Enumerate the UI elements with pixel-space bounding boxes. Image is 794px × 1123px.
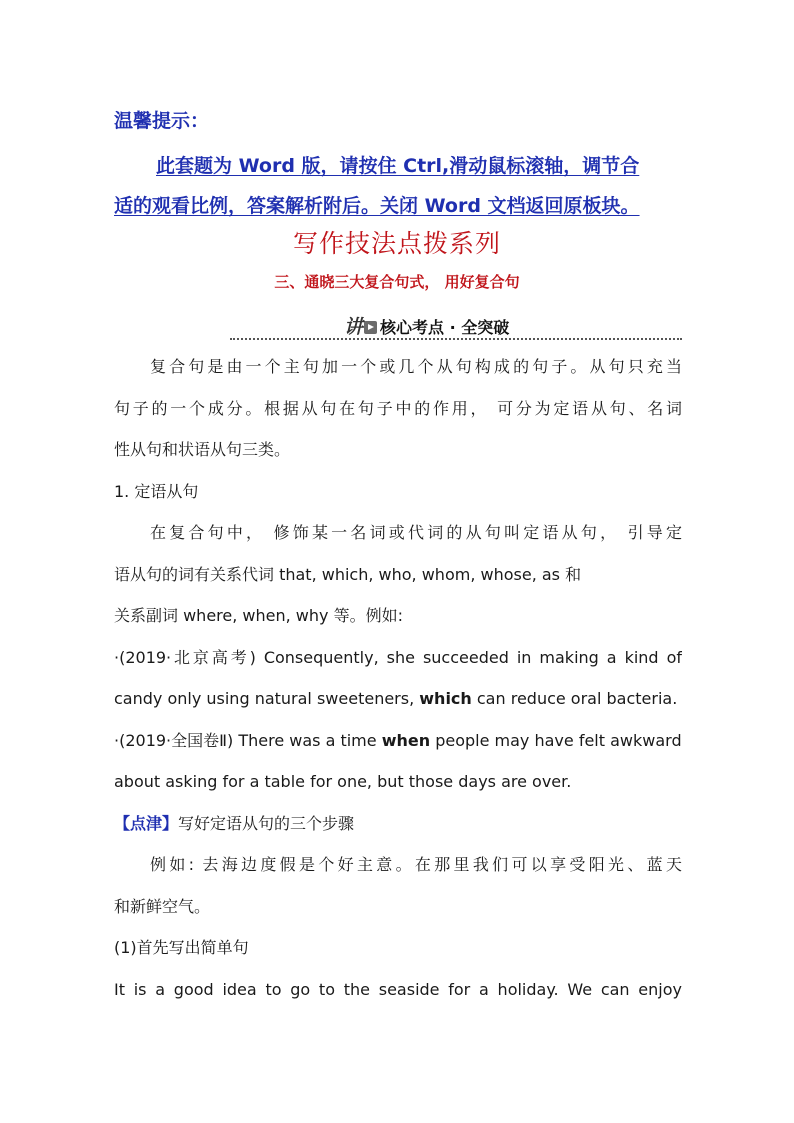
step1-heading: (1)首先写出简单句 <box>114 938 249 957</box>
tip-title: 温馨提示： <box>114 110 210 132</box>
example1-line-1: ·(2019·北京高考) Consequently, she succeeded in making a kind of <box>114 647 682 667</box>
tip-note-line <box>114 803 682 845</box>
banner-content <box>344 312 509 339</box>
series-title: 写作技法点拨系列 <box>292 229 501 258</box>
example2-line-1 <box>114 720 682 762</box>
document-body <box>114 346 682 1010</box>
definition-line-2: 语从句的词有关系代词 that, which, who, whom, whose, as 和 <box>114 564 582 584</box>
intro-line-2: 句子的一个成分。根据从句在句子中的作用， 可分为定语从句、名词 <box>114 398 682 418</box>
core-points-banner <box>230 310 682 340</box>
example2-pre: ·(2019·全国卷Ⅱ) There was a time <box>114 730 382 750</box>
intro-line-3: 性从句和状语从句三类。 <box>114 440 291 459</box>
example1-post: can reduce oral bacteria. <box>471 689 678 708</box>
example1-pre: candy only using natural sweeteners, <box>114 689 420 708</box>
heading-attributive-clause: 1. 定语从句 <box>114 481 199 501</box>
definition-line-3: 关系副词 where, when, why 等。例如: <box>114 606 403 625</box>
tip-body <box>114 146 696 226</box>
example2-keyword: when <box>381 730 431 750</box>
example2-post: people may have felt awkward <box>430 730 682 750</box>
banner-label: 核心考点 · 全突破 <box>380 318 510 337</box>
section-title: 三、通晓三大复合句式， 用好复合句 <box>274 273 520 291</box>
tip-line-1: 此套题为 Word 版，请按住 Ctrl,滑动鼠标滚轴，调节合 <box>156 155 640 177</box>
example2-line-2: about asking for a table for one, but those days are over. <box>114 772 572 791</box>
tip-note-label: 【点津】 <box>114 813 179 833</box>
intro-line-1: 复合句是由一个主句加一个或几个从句构成的句子。从句只充当 <box>150 357 682 376</box>
play-icon <box>364 321 377 334</box>
tip-note-text: 写好定语从句的三个步骤 <box>178 813 355 833</box>
example1-line-2 <box>114 678 682 720</box>
example-chinese-line-2: 和新鲜空气。 <box>114 896 211 916</box>
last-line: It is a good idea to go to the seaside for a holiday. We can enjoy <box>114 979 682 999</box>
example1-keyword: which <box>419 689 472 708</box>
tip-line-2: 适的观看比例，答案解析附后。关闭 Word 文档返回原板块。 <box>114 195 640 217</box>
example-chinese-line-1: 例如: 去海边度假是个好主意。在那里我们可以享受阳光、蓝天 <box>150 855 682 874</box>
definition-line-1: 在复合句中， 修饰某一名词或代词的从句叫定语从句， 引导定 <box>150 523 682 542</box>
banner-lecture-char: 讲 <box>344 316 364 338</box>
